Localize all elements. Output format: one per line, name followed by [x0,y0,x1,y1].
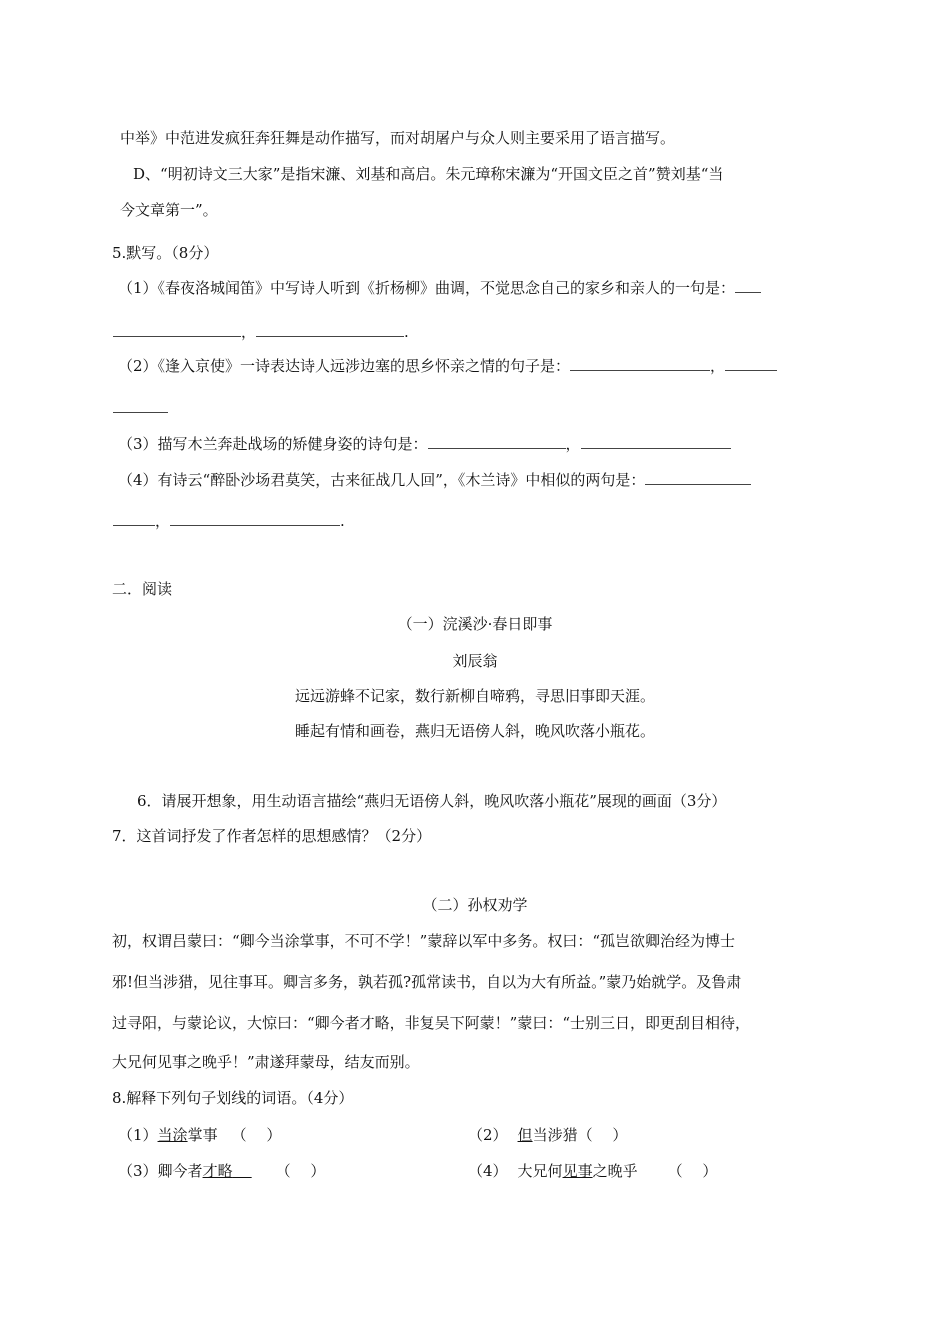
underlined-word: 才略 [202,1162,233,1180]
question-7: 7．这首词抒发了作者怎样的思想感情？（2分） [112,827,432,845]
answer-blank[interactable] [113,398,168,413]
q5-item-1 [118,278,761,298]
comma: ， [710,357,726,375]
section-2-heading: 二．阅读 [112,580,173,598]
answer-blank[interactable] [256,322,404,337]
poem-line-1: 远远游蜂不记家，数行新柳自啼鸦，寻思旧事即天涯。 [294,687,655,705]
answer-blank[interactable] [735,278,761,293]
period: . [340,512,345,530]
answer-paren[interactable]: （ ） [667,1162,718,1180]
q5-item-1-text: （1）《春夜洛城闻笛》中写诗人听到《折杨柳》曲调，不觉思念自己的家乡和亲人的一句是： [118,279,736,297]
comma: ， [155,512,171,530]
q8-item-3 [118,1161,325,1181]
passage-line-1: 初，权谓吕蒙曰：“卿今当涂掌事，不可不学！”蒙辞以军中多务。权曰：“孤岂欲卿治经为博士 [112,932,736,950]
item-number: （4） [468,1162,508,1180]
answer-paren[interactable]: （ ） [275,1162,326,1180]
answer-blank[interactable] [725,356,777,371]
q5-item-4-answers [113,511,345,531]
answer-blank[interactable] [113,322,241,337]
q8-item-2 [468,1125,627,1145]
q5-item-3 [118,434,731,454]
answer-blank[interactable] [113,511,155,526]
passage-title: （二）孙权劝学 [422,896,528,914]
answer-blank[interactable] [581,434,731,449]
q5-item-4-text: （4）有诗云“醉卧沙场君莫笑，古来征战几人回”，《木兰诗》中相似的两句是： [118,471,646,489]
answer-paren[interactable]: （ ） [577,1126,628,1144]
item-prefix: 卿今者 [157,1162,203,1180]
q5-item-2-text: （2）《逢入京使》一诗表达诗人远涉边塞的思乡怀亲之情的句子是： [118,357,571,375]
q8-item-4 [468,1161,717,1181]
q4-option-d: D、“明初诗文三大家”是指宋濂、刘基和高启。朱元璋称宋濂为“开国文臣之首”赞刘基“当 [133,165,724,183]
underlined-word: 但 [517,1126,533,1144]
passage-line-3: 过寻阳，与蒙论议，大惊曰：“卿今者才略，非复吴下阿蒙！”蒙曰：“士别三日，即更刮目相待， [112,1014,751,1032]
comma: ， [565,435,581,453]
answer-blank[interactable] [570,356,710,371]
answer-blank[interactable] [645,470,751,485]
q5-heading: 5.默写。（8分） [112,244,219,262]
item-rest: 之晚乎 [592,1162,638,1180]
poem-title: （一）浣溪沙·春日即事 [397,615,553,633]
passage-line-2: 邪!但当涉猎，见往事耳。卿言多务，孰若孤?孤常读书，自以为大有所益。”蒙乃始就学。及鲁肃 [112,973,742,991]
item-rest: 当涉猎 [532,1126,578,1144]
comma: ， [241,323,257,341]
q5-item-3-text: （3）描写木兰奔赴战场的矫健身姿的诗句是： [118,435,428,453]
underlined-word: 当涂 [157,1126,188,1144]
question-8-heading: 8.解释下列句子划线的词语。（4分） [112,1089,354,1107]
q5-item-2-answers [113,398,168,418]
period: . [404,323,409,341]
underlined-word: 见事 [562,1162,593,1180]
answer-blank[interactable] [428,434,566,449]
passage-line-4: 大兄何见事之晚乎！”肃遂拜蒙母，结友而别。 [112,1053,420,1071]
answer-blank[interactable] [170,511,340,526]
q8-item-1 [118,1125,281,1145]
q5-item-4 [118,470,751,490]
item-number: （3） [118,1162,158,1180]
q4-option-d-cont: 今文章第一”。 [120,201,218,219]
q5-item-1-answers [113,322,409,342]
item-number: （2） [468,1126,508,1144]
poem-author: 刘辰翁 [452,652,498,670]
q4-text-line: 中举》中范进发疯狂奔狂舞是动作描写，而对胡屠户与众人则主要采用了语言描写。 [120,129,676,147]
item-number: （1） [118,1126,158,1144]
poem-line-2: 睡起有情和画卷，燕归无语傍人斜，晚风吹落小瓶花。 [294,722,655,740]
answer-paren[interactable]: （ ） [231,1126,282,1144]
underline-tail [233,1162,252,1180]
item-rest: 掌事 [187,1126,218,1144]
q5-item-2 [118,356,777,376]
question-6: 6．请展开想象，用生动语言描绘“燕归无语傍人斜，晚风吹落小瓶花”展现的画面（3分） [137,792,727,810]
item-prefix: 大兄何 [517,1162,563,1180]
